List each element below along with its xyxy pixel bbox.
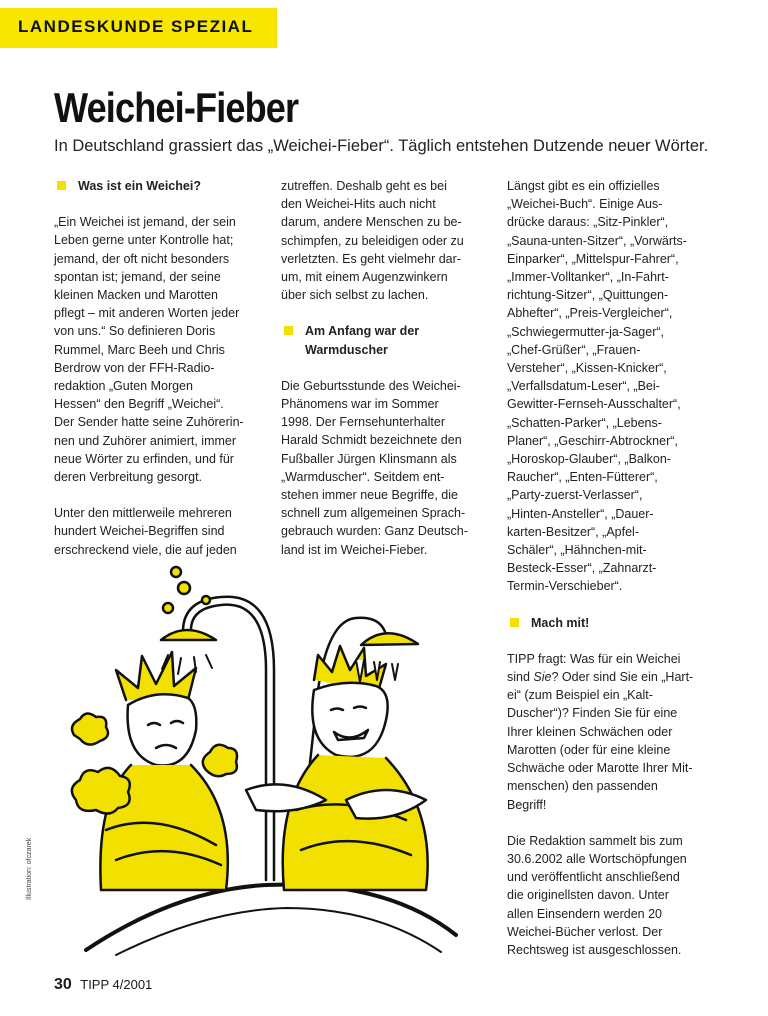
text-column-1 xyxy=(54,177,272,577)
paragraph: Die Geburtsstunde des Weichei- Phänomens war im Sommer 1998. Der Fernsehunterhalter Harald Schmidt bezeichnete den Fußballer Jürgen Klinsmann als „Warmduscher“. Seitdem ent- stehen immer neue Begriffe, die schnell zum allgemeinen Sprach- gebrauch wurden: Ganz Deutsch- land ist im Weichei-Fieber. xyxy=(281,378,468,557)
yellow-square-bullet-icon xyxy=(284,326,293,335)
paragraph: TIPP fragt: Was für ein Weichei sind Sie? Oder sind Sie ein „Hart- ei“ (zum Beispiel ein „Kalt- Duscher“)? Finden Sie für eine Ihrer kleinen Schwächen oder Marotten (oder für eine kleine Schwäche oder Marotte Ihrer Mit- menschen) den passenden Begriff! xyxy=(507,651,694,812)
paragraph: Längst gibt es ein offizielles „Weichei-Buch“. Einige Aus- drücke daraus: „Sitz-Pinkler“, „Sauna-unten-Sitzer“, „Vorwärts- Einparker“, „Mittelspur-Fahrer“, „Immer-Volltanker“, „In-Fahrt- richtung-Sitzer“, „Quittungen- Abhefter“, „Preis-Vergleicher“, „Schwiegermutter-ja-Sager“, „Chef-Grüßer“, „Frauen- Versteher“, „Kissen-Knicker“, „Verfallsdatum-Leser“, „Bei- Gewitter-Fernseh-Ausschalter“, „Schatten-Parker“, „Lebens- Planer“, „Geschirr-Abtrockner“, „Horoskop-Glauber“, „Balkon- Raucher“, „Enten-Fütterer“, „Party-zuerst-Verlasser“, „Hinten-Ansteller“, „Dauer- karten-Besitzer“, „Apfel- Schäler“, „Hähnchen-mit- Besteck-Esser“, „Zahnarzt- Termin-Verschieber“. xyxy=(507,179,687,594)
page-footer xyxy=(54,976,152,994)
section-label: LANDESKUNDE SPEZIAL xyxy=(18,17,254,36)
text-column-2 xyxy=(281,177,499,577)
subheading-was-ist-ein-weichei: Was ist ein Weichei? xyxy=(54,177,272,195)
cartoon-illustration xyxy=(56,560,472,960)
article-title: Weichei-Fieber xyxy=(54,84,299,131)
paragraph: „Ein Weichei ist jemand, der sein Leben gerne unter Kontrolle hat; jemand, der oft nicht besonders spontan ist; jemand, der seine kleinen Macken und Marotten pflegt – mit anderen Worten jeder von uns.“ So definieren Doris Rummel, Marc Beeh und Chris Berdrow von der FFH-Radio- redaktion „Guten Morgen Hessen“ den Begriff „Weichei“. Der Sender hatte seine Zuhörerin- nen und Zuhörer animiert, immer neue Wörter zu erfinden, und für deren Verbreitung gesorgt. xyxy=(54,215,244,485)
page-number: 30 xyxy=(54,976,72,993)
subheading-mach-mit: Mach mit! xyxy=(507,614,727,632)
illustration-credit: Illustration: ofczarek xyxy=(26,837,33,900)
section-tag xyxy=(0,8,277,48)
subheading-am-anfang: Am Anfang war der Warmduscher xyxy=(281,322,499,358)
issue-label: TIPP 4/2001 xyxy=(80,977,153,992)
paragraph: Unter den mittlerweile mehreren hundert Weichei-Begriffen sind erschreckend viele, die auf jeden xyxy=(54,506,237,557)
yellow-square-bullet-icon xyxy=(510,618,519,627)
text-column-3 xyxy=(507,177,727,977)
yellow-square-bullet-icon xyxy=(57,181,66,190)
paragraph: zutreffen. Deshalb geht es bei den Weichei-Hits auch nicht darum, andere Menschen zu be- schimpfen, zu beleidigen oder zu verletzten. Es geht vielmehr dar- um, mit einem Augenzwinkern über sich selbst zu lachen. xyxy=(281,179,464,303)
article-intro: In Deutschland grassiert das „Weichei-Fieber“. Täglich entstehen Dutzende neuer Wörter. xyxy=(54,137,709,155)
paragraph: Die Redaktion sammelt bis zum 30.6.2002 alle Wortschöpfungen und veröffentlicht anschließend die originellsten davon. Unter allen Einsendern werden 20 Weichei-Bücher verlost. Der Rechtsweg ist ausgeschlossen. xyxy=(507,833,687,957)
